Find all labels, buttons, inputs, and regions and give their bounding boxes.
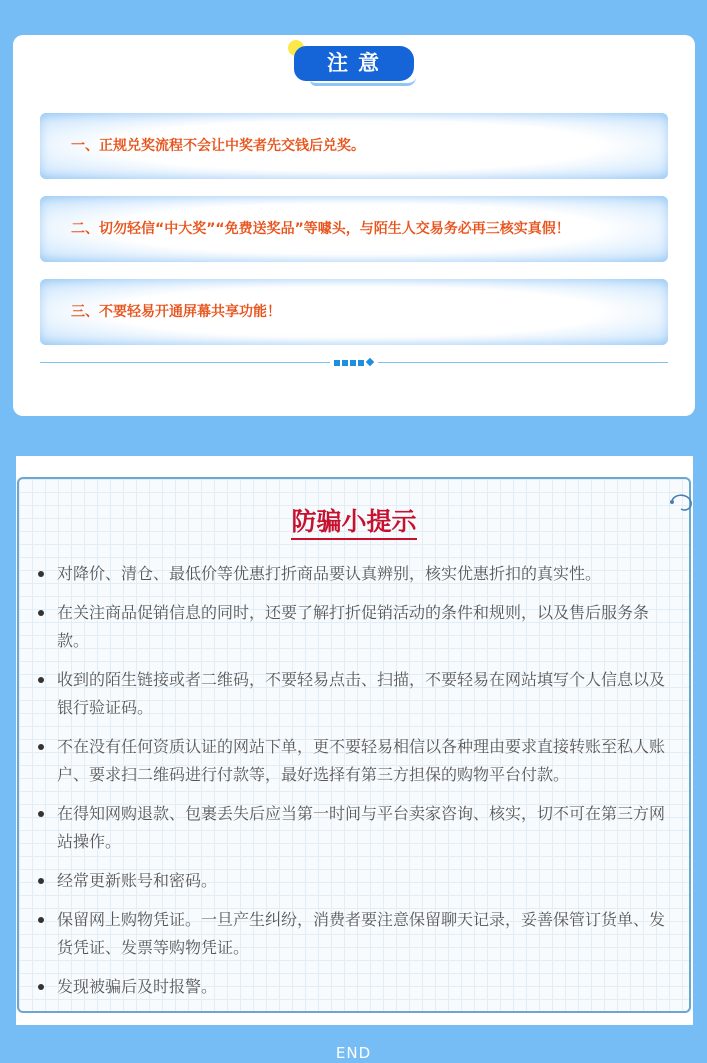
- notice-item-text: 一、正规兑奖流程不会让中奖者先交钱后兑奖。: [71, 138, 365, 154]
- notice-card: [13, 35, 695, 416]
- divider-ornament-icon: [40, 360, 668, 366]
- list-item: 发现被骗后及时报警。: [37, 973, 679, 1001]
- tips-list: [37, 560, 679, 1012]
- tips-panel: [17, 477, 691, 1013]
- notice-item-3: [40, 279, 668, 345]
- bullet-icon: [38, 917, 44, 923]
- bullet-icon: [38, 811, 44, 817]
- list-item: 对降价、清仓、最低价等优惠打折商品要认真辨别，核实优惠折扣的真实性。: [37, 560, 679, 588]
- bullet-icon: [38, 744, 44, 750]
- badge-swoosh-icon: [310, 77, 416, 86]
- bullet-icon: [38, 984, 44, 990]
- list-item: 保留网上购物凭证。一旦产生纠纷，消费者要注意保留聊天记录，妥善保管订货单、发货凭证、发票等购物凭证。: [37, 906, 679, 962]
- bullet-icon: [38, 677, 44, 683]
- list-item: 经常更新账号和密码。: [37, 867, 679, 895]
- notice-item-2: [40, 196, 668, 262]
- notice-badge-label: 注意: [294, 46, 414, 81]
- tips-section: [16, 456, 693, 1025]
- notice-item-1: [40, 113, 668, 179]
- list-item: 在得知网购退款、包裹丢失后应当第一时间与平台卖家咨询、核实，切不可在第三方网站操作。: [37, 800, 679, 856]
- bullet-icon: [38, 610, 44, 616]
- bullet-icon: [38, 878, 44, 884]
- end-label: END: [335, 1044, 372, 1062]
- bullet-icon: [38, 571, 44, 577]
- tips-title: 防骗小提示: [19, 502, 689, 538]
- notice-item-text: 二、切勿轻信“中大奖”“免费送奖品”等噱头，与陌生人交易务必再三核实真假！: [71, 221, 570, 237]
- list-item: 在关注商品促销信息的同时，还要了解打折促销活动的条件和规则，以及售后服务条款。: [37, 599, 679, 655]
- notice-badge: [294, 46, 416, 83]
- list-item: 不在没有任何资质认证的网站下单，更不要轻易相信以各种理由要求直接转账至私人账户、要求扫二维码进行付款等，最好选择有第三方担保的购物平台付款。: [37, 733, 679, 789]
- list-item: 收到的陌生链接或者二维码，不要轻易点击、扫描，不要轻易在网站填写个人信息以及银行验证码。: [37, 666, 679, 722]
- notice-item-text: 三、不要轻易开通屏幕共享功能！: [71, 304, 281, 320]
